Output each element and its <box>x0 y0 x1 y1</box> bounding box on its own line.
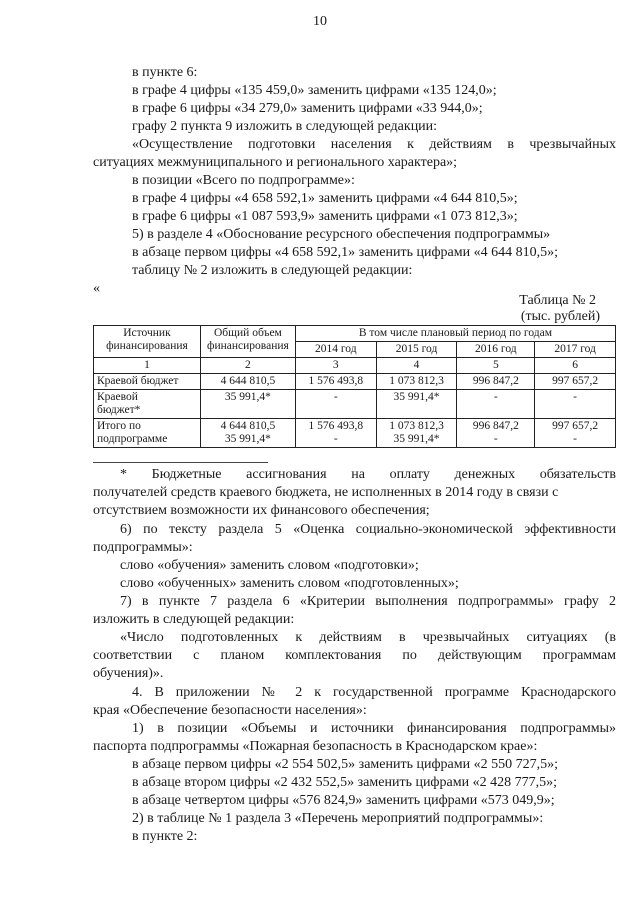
text-line: обучения)». <box>93 666 164 681</box>
text-line: 4. В приложении № 2 к государственной программе Краснодарского <box>132 685 616 700</box>
header-total: Общий объем финансирования <box>200 326 295 358</box>
col-number: 3 <box>295 358 376 374</box>
col-number: 5 <box>457 358 535 374</box>
text-line: 1) в позиции «Объемы и источники финансирования подпрограммы» <box>132 721 616 736</box>
col-number: 1 <box>94 358 201 374</box>
table-caption: Таблица № 2 <box>519 293 596 308</box>
text-line: «Осуществление подготовки населения к действиям в чрезвычайных <box>132 137 616 152</box>
cell-2017: 997 657,2 - <box>535 419 616 448</box>
text-line: 2) в таблице № 1 раздела 3 «Перечень мероприятий подпрограммы»: <box>132 811 544 826</box>
col-number: 6 <box>535 358 616 374</box>
cell-2014: 1 576 493,8 <box>295 374 376 390</box>
text-line: ситуациях межмуниципального и регионального характера»; <box>93 155 458 170</box>
footnote-line: * Бюджетные ассигнования на оплату денежных обязательств <box>120 467 616 482</box>
table-units: (тыс. рублей) <box>520 309 600 324</box>
text-line: в абзаце четвертом цифры «576 824,9» заменить цифрами «573 049,9»; <box>132 793 555 808</box>
text-line: в позиции «Всего по подпрограмме»: <box>132 173 355 188</box>
text-line: паспорта подпрограммы «Пожарная безопасность в Краснодарском крае»: <box>93 739 538 754</box>
cell-2017: - <box>535 390 616 419</box>
text-line: подпрограммы»: <box>93 540 193 555</box>
header-year: 2016 год <box>457 342 535 358</box>
footnote-separator <box>93 462 268 463</box>
cell-2016: 996 847,2 <box>457 374 535 390</box>
text-line: в графе 4 цифры «4 658 592,1» заменить цифрами «4 644 810,5»; <box>132 191 518 206</box>
text-line: края «Обеспечение безопасности населения»: <box>93 703 367 718</box>
text-line: в графе 6 цифры «34 279,0» заменить цифрами «33 944,0»; <box>132 101 483 116</box>
text-line: в графе 4 цифры «135 459,0» заменить цифрами «135 124,0»; <box>132 83 497 98</box>
text-line: 6) по тексту раздела 5 «Оценка социально-экономической эффективности <box>120 522 616 537</box>
text-line: в абзаце первом цифры «4 658 592,1» заменить цифрами «4 644 810,5»; <box>132 245 558 260</box>
text-line: слово «обучения» заменить словом «подготовки»; <box>120 558 419 573</box>
page-number: 10 <box>313 14 327 29</box>
cell-2015: 1 073 812,3 <box>376 374 457 390</box>
header-period: В том числе плановый период по годам <box>295 326 615 342</box>
col-number: 4 <box>376 358 457 374</box>
table-row-total <box>94 419 616 448</box>
text-line: изложить в следующей редакции: <box>93 612 295 627</box>
text-line: «Число подготовленных к действиям в чрезвычайных ситуациях (в <box>120 630 616 645</box>
text-line: таблицу № 2 изложить в следующей редакции: <box>132 263 413 278</box>
cell-total: 4 644 810,5 <box>200 374 295 390</box>
cell-total: 35 991,4* <box>200 390 295 419</box>
cell-source: Итого по подпрограмме <box>94 419 201 448</box>
footnote-line: получателей средств краевого бюджета, не исполненных в 2014 году в связи с <box>93 485 559 500</box>
table-row <box>94 374 616 390</box>
text-line: 5) в разделе 4 «Обоснование ресурсного обеспечения подпрограммы» <box>132 227 551 242</box>
text-line: соответствии с планом комплектования по действующим программам <box>93 648 616 663</box>
cell-2015: 1 073 812,3 35 991,4* <box>376 419 457 448</box>
header-year: 2014 год <box>295 342 376 358</box>
quote-mark: « <box>93 281 100 296</box>
table-row <box>94 390 616 419</box>
table-colnum-row <box>94 358 616 374</box>
header-year: 2017 год <box>535 342 616 358</box>
text-line: 7) в пункте 7 раздела 6 «Критерии выполнения подпрограммы» графу 2 <box>120 594 616 609</box>
text-line: графу 2 пункта 9 изложить в следующей редакции: <box>132 119 438 134</box>
cell-2016: - <box>457 390 535 419</box>
text-line: слово «обученных» заменить словом «подготовленных»; <box>120 576 459 591</box>
text-line: в пункте 6: <box>132 65 198 80</box>
cell-total: 4 644 810,5 35 991,4* <box>200 419 295 448</box>
cell-2014: - <box>295 390 376 419</box>
text-line: в абзаце первом цифры «2 554 502,5» заменить цифрами «2 550 727,5»; <box>132 757 558 772</box>
cell-2014: 1 576 493,8 - <box>295 419 376 448</box>
cell-source: Краевой бюджет <box>94 374 201 390</box>
header-year: 2015 год <box>376 342 457 358</box>
header-source: Источник финансирования <box>94 326 201 358</box>
cell-2017: 997 657,2 <box>535 374 616 390</box>
text-line: в абзаце втором цифры «2 432 552,5» заменить цифрами «2 428 777,5»; <box>132 775 557 790</box>
col-number: 2 <box>200 358 295 374</box>
table-header-row <box>94 326 616 342</box>
cell-2015: 35 991,4* <box>376 390 457 419</box>
text-line: в графе 6 цифры «1 087 593,9» заменить цифрами «1 073 812,3»; <box>132 209 518 224</box>
finance-table <box>93 325 616 448</box>
text-line: в пункте 2: <box>132 829 198 844</box>
footnote-line: отсутствием возможности их финансового обеспечения; <box>93 503 430 518</box>
cell-2016: 996 847,2 - <box>457 419 535 448</box>
cell-source: Краевой бюджет* <box>94 390 201 419</box>
